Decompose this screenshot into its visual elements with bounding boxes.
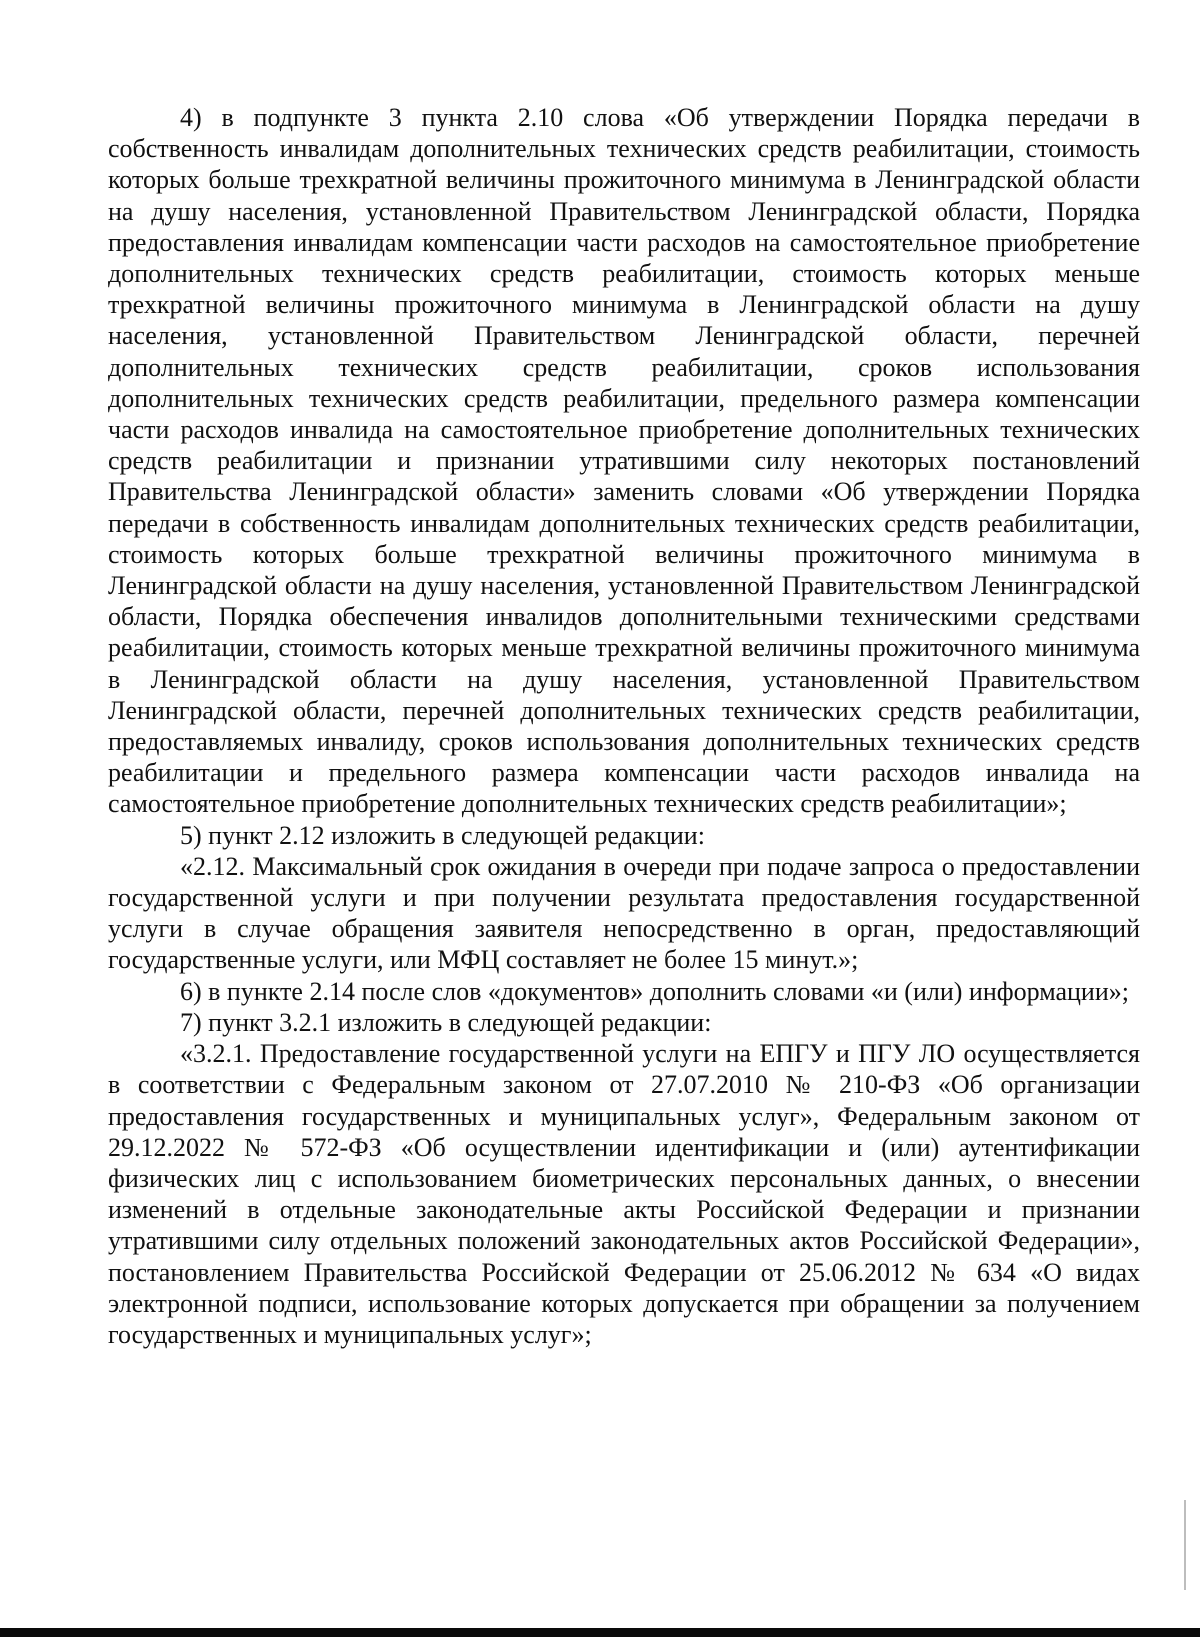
paragraph-clause-2-12: «2.12. Максимальный срок ожидания в очереди при подаче запроса о предоставлении государственной услуги и при получении результата предоставления государственной услуги в случае обращения заявителя непосредственно в орган, предоставляющий государственные услуги, или МФЦ составляет не более 15 минут.»; [108,851,1140,975]
paragraph-item-6: 6) в пункте 2.14 после слов «документов» дополнить словами «и (или) информации»; [180,976,1129,1006]
document-page [108,102,1140,1350]
paragraph-clause-3-2-1: «3.2.1. Предоставление государственной услуги на ЕПГУ и ПГУ ЛО осуществляется в соответствии с Федеральным законом от 27.07.2010 № 210-ФЗ «Об организации предоставления государственных и муниципальных услуг», Федеральным законом от 29.12.2022 № 572-ФЗ «Об осуществлении идентификации и (или) аутентификации физических лиц с использованием биометрических персональных данных, о внесении изменений в отдельные законодательные акты Российской Федерации и признании утратившими силу отдельных положений законодательных актов Российской Федерации», постановлением Правительства Российской Федерации от 25.06.2012 № 634 «О видах электронной подписи, использование которых допускается при обращении за получением государственных и муниципальных услуг»; [108,1039,1140,1349]
paragraph-item-7: 7) пункт 3.2.1 изложить в следующей редакции: [180,1007,712,1037]
paragraph-item-5: 5) пункт 2.12 изложить в следующей редакции: [180,820,705,850]
scan-bottom-edge [0,1628,1200,1637]
paragraph-item-4: 4) в подпункте 3 пункта 2.10 слова «Об утверждении Порядка передачи в собственность инвалидам дополнительных технических средств реабилитации, стоимость которых больше трехкратной величины прожиточного минимума в Ленинградской области на душу населения, установленной Правительством Ленинградской области, Порядка предоставления инвалидам компенсации части расходов на самостоятельное приобретение дополнительных технических средств реабилитации, стоимость которых меньше трехкратной величины прожиточного минимума в Ленинградской области на душу населения, установленной Правительством Ленинградской области, перечней дополнительных технических средств реабилитации, сроков использования дополнительных технических средств реабилитации, предельного размера компенсации части расходов инвалида на самостоятельное приобретение дополнительных технических средств реабилитации и признании утратившими силу некоторых постановлений Правительства Ленинградской области» заменить словами «Об утверждении Порядка передачи в собственность инвалидам дополнительных технических средств реабилитации, стоимость которых больше трехкратной величины прожиточного минимума в Ленинградской области на душу населения, установленной Правительством Ленинградской области, Порядка обеспечения инвалидов дополнительными техническими средствами реабилитации, стоимость которых меньше трехкратной величины прожиточного минимума в Ленинградской области на душу населения, установленной Правительством Ленинградской области, перечней дополнительных технических средств реабилитации, предоставляемых инвалиду, сроков использования дополнительных технических средств реабилитации и предельного размера компенсации части расходов инвалида на самостоятельное приобретение дополнительных технических средств реабилитации»; [108,103,1140,819]
scan-edge-mark [1184,1500,1186,1590]
